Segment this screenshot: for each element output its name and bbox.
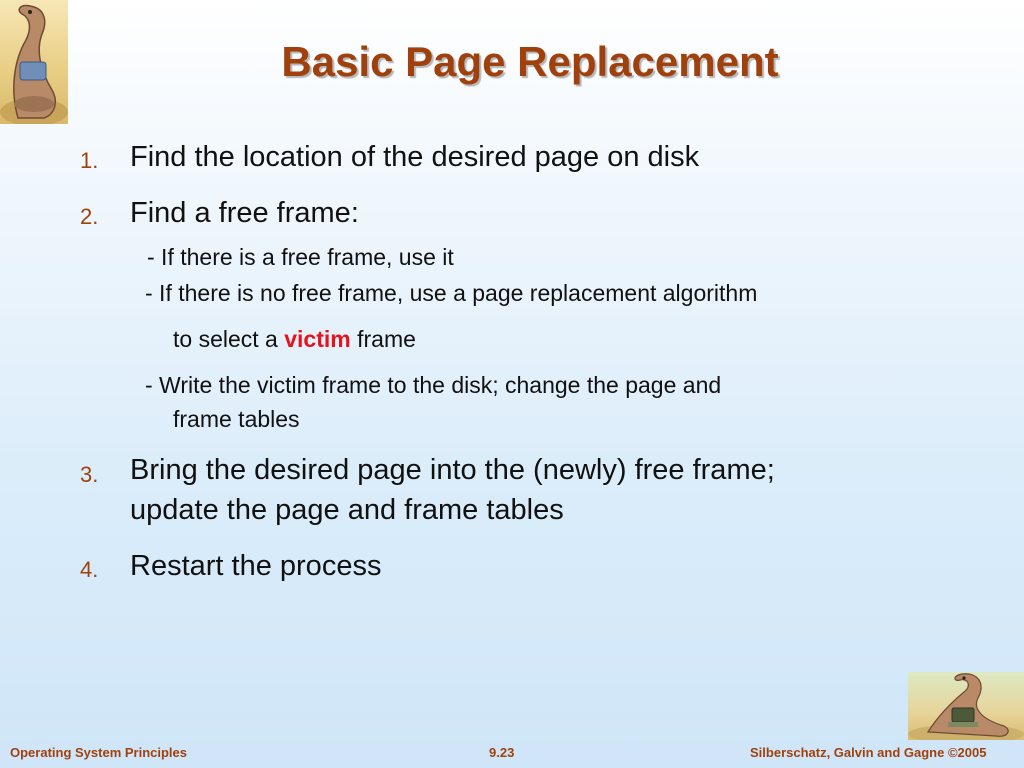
highlighted-term-victim: victim — [284, 326, 351, 352]
list-item-text: Find the location of the desired page on disk — [130, 141, 700, 173]
dinosaur-mascot-image — [0, 0, 68, 124]
sub-item-text-continued: frame tables — [173, 406, 300, 432]
sub-item-text-continued — [173, 326, 416, 353]
list-item-number: 3. — [80, 462, 99, 487]
list-item-text: Find a free frame: — [130, 197, 359, 229]
footer-course-title: Operating System Principles — [10, 745, 188, 760]
slide-title: Basic Page Replacement — [281, 38, 779, 85]
dinosaur-laptop-icon — [908, 672, 1024, 740]
dinosaur-reading-icon — [0, 0, 68, 124]
sub-item-text-prefix: to select a — [173, 326, 285, 352]
sub-item-text: - If there is no free frame, use a page replacement algorithm — [145, 280, 758, 306]
sub-item-text: - If there is a free frame, use it — [147, 244, 454, 270]
dinosaur-laptop-image — [908, 672, 1024, 740]
sub-item-text: - Write the victim frame to the disk; change the page and — [145, 372, 722, 398]
list-item-number: 4. — [80, 557, 99, 582]
list-item-text: Restart the process — [130, 550, 382, 582]
footer-copyright: Silberschatz, Galvin and Gagne ©2005 — [750, 745, 987, 760]
sub-item-text-suffix: frame — [350, 326, 416, 352]
footer-slide-number: 9.23 — [489, 745, 515, 760]
list-item-number: 1. — [80, 148, 99, 173]
list-item-text: Bring the desired page into the (newly) free frame; — [130, 454, 775, 486]
list-item-text-continued: update the page and frame tables — [130, 494, 564, 526]
list-item-number: 2. — [80, 204, 99, 229]
